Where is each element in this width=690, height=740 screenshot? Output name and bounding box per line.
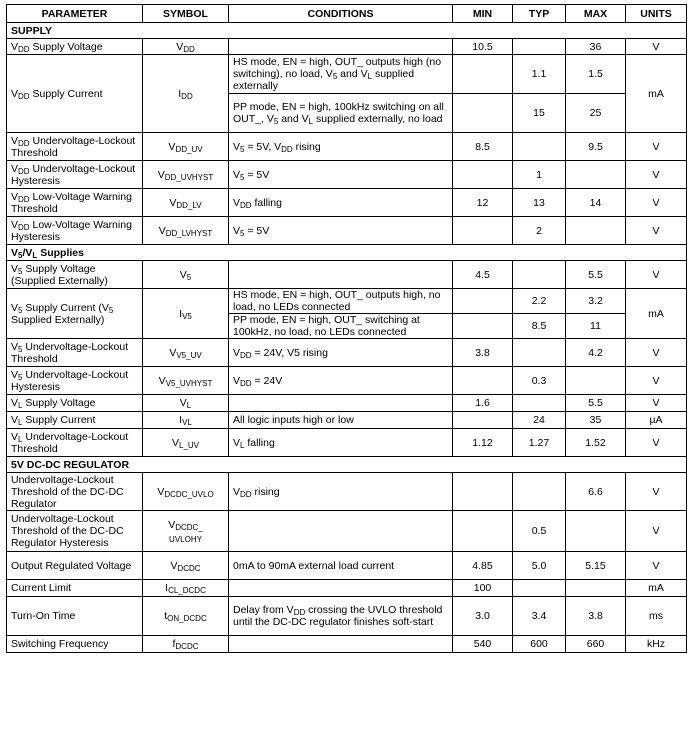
units-cell: V	[626, 133, 687, 161]
min-cell: 540	[453, 636, 513, 653]
units-cell: V	[626, 511, 687, 552]
max-cell: 5.5	[566, 395, 626, 412]
conditions-cell: All logic inputs high or low	[229, 412, 453, 429]
units-cell: V	[626, 261, 687, 289]
parameter-cell: Output Regulated Voltage	[7, 552, 143, 580]
parameter-cell: $V_5$ Supply Current ($V_5$ Supplied Externally)	[7, 289, 143, 339]
table-row	[7, 55, 687, 94]
symbol-cell: $I_{V5}$	[143, 289, 229, 339]
typ-cell: 2.2	[513, 289, 566, 314]
parameter-cell: Undervoltage-Lockout Threshold of the DC-DC Regulator Hysteresis	[7, 511, 143, 552]
table-row	[7, 412, 687, 429]
max-cell: 36	[566, 39, 626, 55]
min-cell: 1.12	[453, 429, 513, 457]
symbol-cell: $I_{VL}$	[143, 412, 229, 429]
conditions-cell: $V_L$ falling	[229, 429, 453, 457]
min-cell: 3.8	[453, 339, 513, 367]
conditions-cell: HS mode, EN = high, OUT_ outputs high (no switching), no load, $V_5$ and $V_L$ supplied externally	[229, 55, 453, 94]
units-cell: mA	[626, 580, 687, 597]
section-header-row	[7, 245, 687, 261]
symbol-cell: $V_{DD\_UV}$	[143, 133, 229, 161]
conditions-cell: PP mode, EN = high, OUT_ switching at 100kHz, no load, no LEDs connected	[229, 314, 453, 339]
units-cell: V	[626, 39, 687, 55]
typ-cell: 5.0	[513, 552, 566, 580]
header-parameter: PARAMETER	[7, 5, 143, 23]
min-cell	[453, 314, 513, 339]
parameter-cell: Current Limit	[7, 580, 143, 597]
table-row	[7, 511, 687, 552]
typ-cell	[513, 261, 566, 289]
min-cell: 1.6	[453, 395, 513, 412]
min-cell	[453, 289, 513, 314]
units-cell: V	[626, 339, 687, 367]
parameter-cell: $V_{DD}$ Supply Current	[7, 55, 143, 133]
max-cell	[566, 511, 626, 552]
max-cell	[566, 367, 626, 395]
conditions-cell: $V_{DD}$ rising	[229, 473, 453, 511]
conditions-cell: $V_{DD} = 24V$, V5 rising	[229, 339, 453, 367]
table-row	[7, 473, 687, 511]
symbol-cell: $V_{DCDC}$	[143, 552, 229, 580]
conditions-cell	[229, 395, 453, 412]
parameter-cell: Turn-On Time	[7, 597, 143, 636]
max-cell	[566, 580, 626, 597]
max-cell	[566, 161, 626, 189]
typ-cell: 1.1	[513, 55, 566, 94]
symbol-cell: $f_{DCDC}$	[143, 636, 229, 653]
typ-cell: 24	[513, 412, 566, 429]
section-header-row	[7, 23, 687, 39]
header-max: MAX	[566, 5, 626, 23]
symbol-cell: $V_L$	[143, 395, 229, 412]
conditions-cell	[229, 511, 453, 552]
max-cell: 4.2	[566, 339, 626, 367]
table-row	[7, 580, 687, 597]
typ-cell	[513, 395, 566, 412]
min-cell: 12	[453, 189, 513, 217]
units-cell: V	[626, 367, 687, 395]
symbol-cell: $V_{DD}$	[143, 39, 229, 55]
conditions-cell: PP mode, EN = high, 100kHz switching on all OUT_, $V_5$ and $V_L$ supplied externally, no load	[229, 94, 453, 133]
max-cell: 1.5	[566, 55, 626, 94]
symbol-cell: $t_{ON\_DCDC}$	[143, 597, 229, 636]
conditions-cell: $V_5 = 5V$, $V_{DD}$ rising	[229, 133, 453, 161]
table-row	[7, 261, 687, 289]
table-row	[7, 395, 687, 412]
section-title: $V_5/V_L$ Supplies	[7, 245, 687, 261]
min-cell	[453, 217, 513, 245]
table-row	[7, 39, 687, 55]
units-cell: V	[626, 473, 687, 511]
max-cell: 6.6	[566, 473, 626, 511]
units-cell: ms	[626, 597, 687, 636]
table-row	[7, 429, 687, 457]
units-cell: V	[626, 217, 687, 245]
header-conditions: CONDITIONS	[229, 5, 453, 23]
max-cell: 3.2	[566, 289, 626, 314]
parameter-cell: $V_{DD}$ Low-Voltage Warning Threshold	[7, 189, 143, 217]
min-cell: 100	[453, 580, 513, 597]
min-cell: 4.5	[453, 261, 513, 289]
conditions-cell: HS mode, EN = high, OUT_ outputs high, no load, no LEDs connected	[229, 289, 453, 314]
typ-cell: 2	[513, 217, 566, 245]
conditions-cell: $V_{DD}$ falling	[229, 189, 453, 217]
typ-cell: 1.27	[513, 429, 566, 457]
parameter-cell: $V_L$ Undervoltage-Lockout Threshold	[7, 429, 143, 457]
min-cell	[453, 161, 513, 189]
conditions-cell	[229, 39, 453, 55]
parameter-cell: $V_5$ Undervoltage-Lockout Hysteresis	[7, 367, 143, 395]
parameter-cell: $V_{DD}$ Undervoltage-Lockout Hysteresis	[7, 161, 143, 189]
table-row	[7, 189, 687, 217]
min-cell: 4.85	[453, 552, 513, 580]
table-row	[7, 133, 687, 161]
min-cell	[453, 412, 513, 429]
max-cell: 3.8	[566, 597, 626, 636]
symbol-cell: $V_{DCDC\_}$ $_{UVLOHY}$	[143, 511, 229, 552]
section-title: 5V DC-DC REGULATOR	[7, 457, 687, 473]
section-title: SUPPLY	[7, 23, 687, 39]
max-cell	[566, 217, 626, 245]
typ-cell: 0.3	[513, 367, 566, 395]
parameter-cell: $V_L$ Supply Current	[7, 412, 143, 429]
typ-cell: 1	[513, 161, 566, 189]
header-typ: TYP	[513, 5, 566, 23]
units-cell: V	[626, 552, 687, 580]
max-cell: 11	[566, 314, 626, 339]
typ-cell: 600	[513, 636, 566, 653]
header-units: UNITS	[626, 5, 687, 23]
min-cell: 3.0	[453, 597, 513, 636]
max-cell: 25	[566, 94, 626, 133]
conditions-cell: 0mA to 90mA external load current	[229, 552, 453, 580]
typ-cell: 15	[513, 94, 566, 133]
symbol-cell: $V_{DD\_UVHYST}$	[143, 161, 229, 189]
typ-cell: 13	[513, 189, 566, 217]
conditions-cell: $V_5 = 5V$	[229, 217, 453, 245]
conditions-cell: $V_5 = 5V$	[229, 161, 453, 189]
min-cell	[453, 94, 513, 133]
typ-cell: 3.4	[513, 597, 566, 636]
units-cell: V	[626, 189, 687, 217]
typ-cell	[513, 39, 566, 55]
typ-cell: 0.5	[513, 511, 566, 552]
section-header-row	[7, 457, 687, 473]
parameter-cell: $V_L$ Supply Voltage	[7, 395, 143, 412]
conditions-cell	[229, 261, 453, 289]
symbol-cell: $I_{CL\_DCDC}$	[143, 580, 229, 597]
min-cell	[453, 473, 513, 511]
min-cell	[453, 511, 513, 552]
units-cell: V	[626, 395, 687, 412]
min-cell	[453, 55, 513, 94]
parameter-cell: Undervoltage-Lockout Threshold of the DC-DC Regulator	[7, 473, 143, 511]
header-row	[7, 5, 687, 23]
table-row	[7, 552, 687, 580]
typ-cell	[513, 473, 566, 511]
parameter-cell: $V_{DD}$ Supply Voltage	[7, 39, 143, 55]
units-cell: mA	[626, 289, 687, 339]
symbol-cell: $V_{DCDC\_UVLO}$	[143, 473, 229, 511]
typ-cell	[513, 339, 566, 367]
symbol-cell: $V_{V5\_UVHYST}$	[143, 367, 229, 395]
table-body	[7, 23, 687, 653]
parameter-cell: Switching Frequency	[7, 636, 143, 653]
max-cell: 5.15	[566, 552, 626, 580]
max-cell: 660	[566, 636, 626, 653]
parameter-cell: $V_5$ Undervoltage-Lockout Threshold	[7, 339, 143, 367]
min-cell	[453, 367, 513, 395]
conditions-cell	[229, 636, 453, 653]
max-cell: 9.5	[566, 133, 626, 161]
symbol-cell: $V_{L\_UV}$	[143, 429, 229, 457]
units-cell: V	[626, 429, 687, 457]
conditions-cell: $V_{DD} = 24V$	[229, 367, 453, 395]
header-symbol: SYMBOL	[143, 5, 229, 23]
units-cell: µA	[626, 412, 687, 429]
parameter-cell: $V_{DD}$ Undervoltage-Lockout Threshold	[7, 133, 143, 161]
typ-cell	[513, 580, 566, 597]
symbol-cell: $V_{DD\_LVHYST}$	[143, 217, 229, 245]
table-row	[7, 367, 687, 395]
parameter-cell: $V_{DD}$ Low-Voltage Warning Hysteresis	[7, 217, 143, 245]
max-cell: 14	[566, 189, 626, 217]
symbol-cell: $V_{V5\_UV}$	[143, 339, 229, 367]
table-row	[7, 217, 687, 245]
table-row	[7, 339, 687, 367]
min-cell: 10.5	[453, 39, 513, 55]
conditions-cell	[229, 580, 453, 597]
table-row	[7, 636, 687, 653]
max-cell: 35	[566, 412, 626, 429]
electrical-characteristics-table	[6, 4, 687, 653]
typ-cell: 8.5	[513, 314, 566, 339]
units-cell: V	[626, 161, 687, 189]
typ-cell	[513, 133, 566, 161]
units-cell: mA	[626, 55, 687, 133]
conditions-cell: Delay from $V_{DD}$ crossing the UVLO threshold until the DC-DC regulator finishes soft-start	[229, 597, 453, 636]
symbol-cell: $V_{DD\_LV}$	[143, 189, 229, 217]
table-row	[7, 289, 687, 314]
parameter-cell: $V_5$ Supply Voltage (Supplied Externally)	[7, 261, 143, 289]
units-cell: kHz	[626, 636, 687, 653]
symbol-cell: $I_{DD}$	[143, 55, 229, 133]
min-cell: 8.5	[453, 133, 513, 161]
symbol-cell: $V_5$	[143, 261, 229, 289]
max-cell: 5.5	[566, 261, 626, 289]
table-row	[7, 597, 687, 636]
max-cell: 1.52	[566, 429, 626, 457]
table-row	[7, 161, 687, 189]
header-min: MIN	[453, 5, 513, 23]
